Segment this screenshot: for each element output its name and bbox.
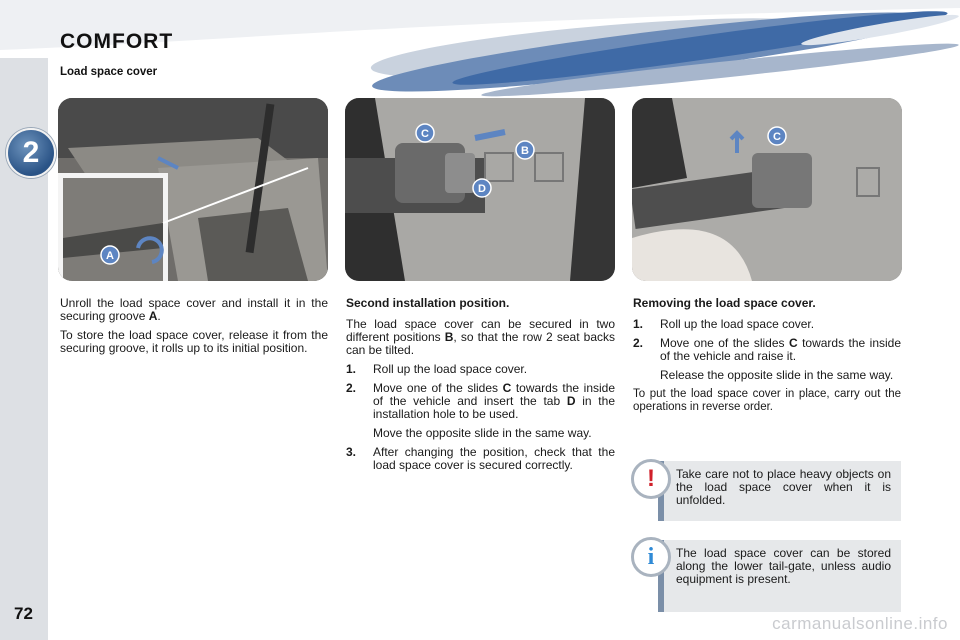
step-1: 1. Roll up the load space cover. xyxy=(346,362,528,376)
unroll-paragraph: Unroll the load space cover and install it in the securing groove A. xyxy=(60,296,328,323)
remove-step-2-extra: Release the opposite slide in the same way. xyxy=(660,368,894,382)
photo-second-position xyxy=(345,98,615,281)
removing-heading: Removing the load space cover. xyxy=(633,296,816,310)
page-title: COMFORT xyxy=(60,30,174,53)
column-second-position xyxy=(346,297,615,478)
store-paragraph: To store the load space cover, release it from the securing groove, it rolls up to its initial position. xyxy=(60,328,328,355)
label-d: D xyxy=(478,183,486,195)
remove-step-1: 1. Roll up the load space cover. xyxy=(633,317,815,331)
photo-install-cover xyxy=(58,98,328,281)
column-removing xyxy=(633,297,901,420)
second-position-intro: The load space cover can be secured in two different positions B, so that the row 2 seat backs can be tilted. xyxy=(346,317,615,357)
info-icon: i xyxy=(631,537,671,577)
info-note: The load space cover can be stored along the lower tail-gate, unless audio equipment is present. xyxy=(658,540,901,612)
photo-removing-cover xyxy=(632,98,902,281)
watermark: carmanualsonline.info xyxy=(772,614,948,633)
step-2: 2. Move one of the slides C towards the inside of the vehicle and insert the tab D in the installation hole to be used. xyxy=(346,381,616,421)
warning-icon: ! xyxy=(631,459,671,499)
header-swoosh-decoration xyxy=(0,0,960,110)
label-c: C xyxy=(421,128,429,140)
reverse-order-paragraph: To put the load space cover in place, carry out the operations in reverse order. xyxy=(633,388,901,413)
column-unroll xyxy=(60,297,328,361)
page-number: 72 xyxy=(14,604,33,623)
warning-note: Take care not to place heavy objects on the load space cover when it is unfolded. xyxy=(658,461,901,521)
label-c-2: C xyxy=(773,131,781,143)
step-3: 3. After changing the position, check that the load space cover is secured correctly. xyxy=(346,445,615,472)
label-b: B xyxy=(521,145,529,157)
step-2-extra: Move the opposite slide in the same way. xyxy=(373,426,592,440)
remove-step-2: 2. Move one of the slides C towards the inside of the vehicle and raise it. xyxy=(633,336,902,363)
second-position-heading: Second installation position. xyxy=(346,296,510,310)
section-title: Load space cover xyxy=(60,66,158,78)
chapter-number-badge: 2 xyxy=(6,128,56,178)
label-a: A xyxy=(106,250,114,262)
